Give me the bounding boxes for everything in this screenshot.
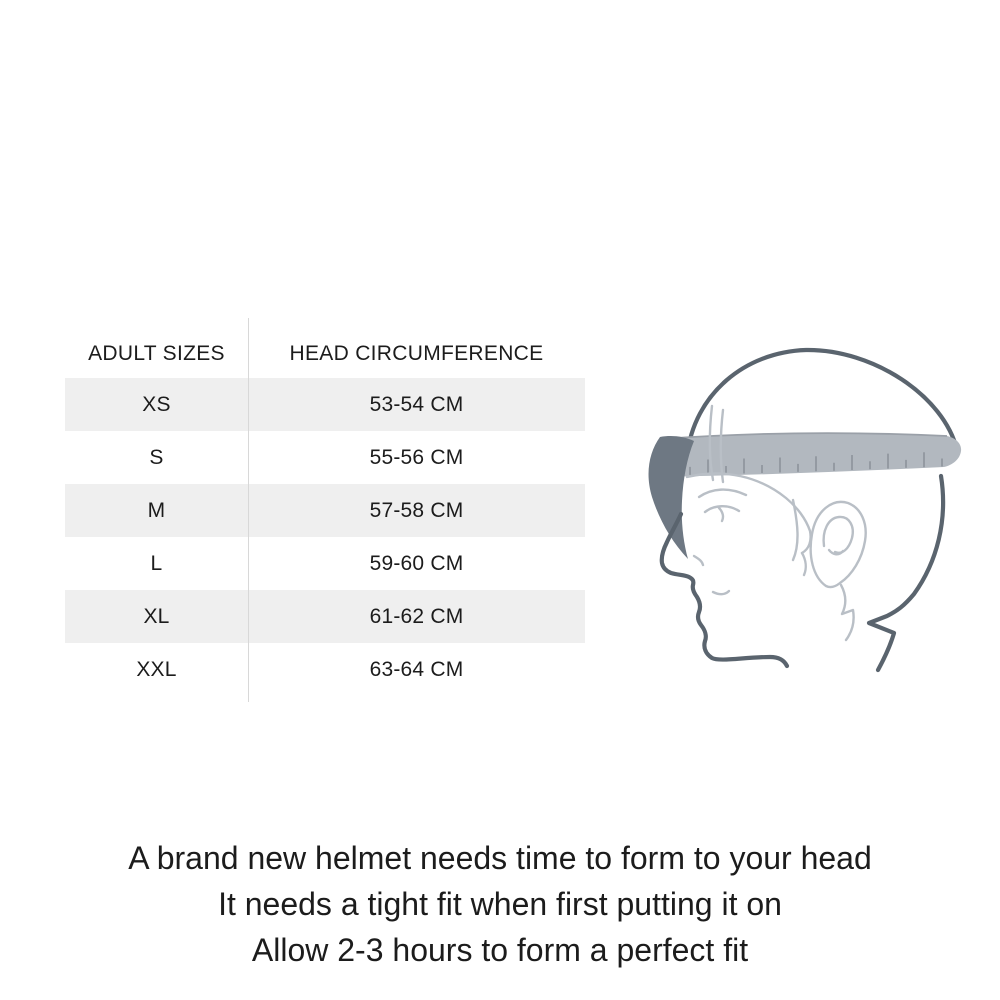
circumference-value: 57-58 CM (369, 498, 464, 522)
fit-notes (0, 835, 1000, 973)
tape-end-wrap (649, 436, 694, 559)
column-header-adult-sizes: ADULT SIZES (88, 342, 225, 365)
hair-wisp (802, 553, 806, 575)
size-label: XS (142, 392, 171, 416)
size-label: L (150, 551, 163, 575)
table-row (65, 537, 585, 590)
neck-outline (869, 476, 943, 670)
eye-iris (719, 508, 723, 521)
fit-note-line: It needs a tight fit when first putting it on (218, 886, 782, 922)
nostril-line (694, 556, 703, 565)
measuring-tape-icon (649, 433, 962, 559)
table-header-row (65, 330, 585, 378)
size-chart-table (65, 330, 585, 696)
size-label: M (147, 498, 166, 522)
fit-note-line: A brand new helmet needs time to form to your head (128, 840, 872, 876)
circumference-value: 63-64 CM (369, 657, 464, 681)
head-profile-illustration (638, 333, 972, 685)
fit-note-line: Allow 2-3 hours to form a perfect fit (251, 932, 749, 968)
column-divider (248, 318, 249, 702)
circumference-value: 55-56 CM (369, 445, 464, 469)
size-label: S (149, 445, 164, 469)
circumference-value: 61-62 CM (369, 604, 464, 628)
table-row (65, 378, 585, 431)
table-row (65, 431, 585, 484)
column-header-head-circumference: HEAD CIRCUMFERENCE (289, 342, 544, 365)
size-label: XXL (136, 657, 177, 681)
size-label: XL (143, 604, 170, 628)
sideburn-hair (841, 585, 854, 640)
ear-icon (811, 502, 866, 587)
table-row (65, 484, 585, 537)
tape-band (656, 433, 961, 477)
circumference-value: 53-54 CM (369, 392, 464, 416)
circumference-value: 59-60 CM (369, 551, 464, 575)
table-row (65, 590, 585, 643)
hair-fringe (687, 474, 811, 553)
table-row (65, 643, 585, 696)
eyebrow (699, 490, 746, 497)
mouth-smile-line (713, 591, 729, 594)
ear-inner-line (824, 517, 853, 553)
